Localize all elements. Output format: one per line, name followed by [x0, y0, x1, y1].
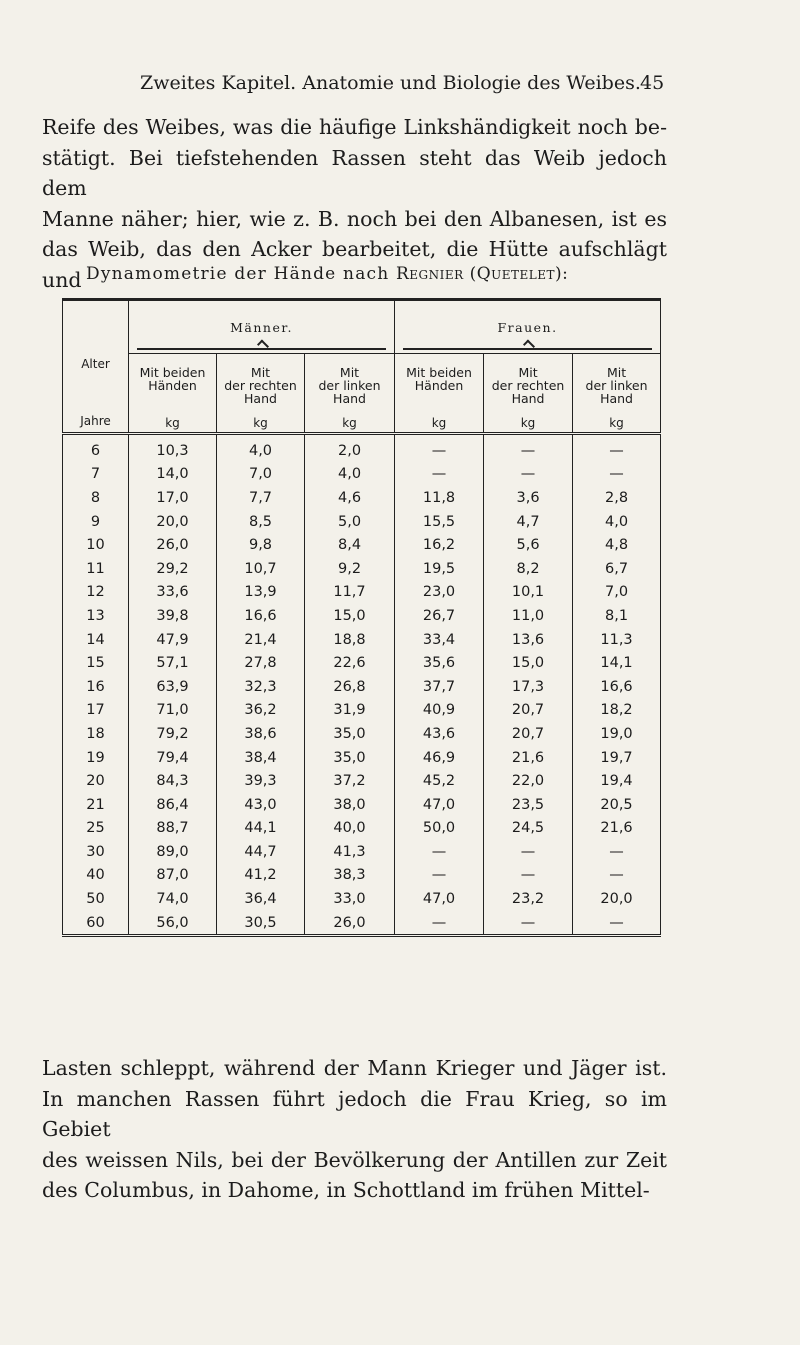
- value-cell: 19,7: [573, 746, 661, 770]
- value-cell: 2,0: [305, 434, 395, 463]
- value-cell: 19,4: [573, 769, 661, 793]
- value-cell: 15,0: [305, 604, 395, 628]
- value-cell: 3,6: [484, 486, 573, 510]
- text-line: Reife des Weibes, was die häufige Linkshändigkeit noch be-: [42, 115, 667, 139]
- column-header-line: Mit: [250, 365, 271, 380]
- table-row: [63, 604, 661, 628]
- age-cell: 7: [63, 463, 129, 487]
- value-cell: 7,0: [573, 581, 661, 605]
- value-cell: 17,0: [129, 486, 217, 510]
- dynamometry-table: [62, 298, 660, 937]
- value-cell: 44,7: [217, 840, 305, 864]
- column-header-line: Hand: [244, 391, 277, 406]
- value-cell: 21,6: [484, 746, 573, 770]
- table-row: [63, 864, 661, 888]
- value-cell: 11,3: [573, 628, 661, 652]
- value-cell: 47,9: [129, 628, 217, 652]
- value-cell: 22,6: [305, 651, 395, 675]
- table-row: [63, 793, 661, 817]
- value-cell: 9,2: [305, 557, 395, 581]
- value-cell: 7,7: [217, 486, 305, 510]
- column-header: [484, 354, 573, 434]
- table-row: [63, 463, 661, 487]
- value-cell: 38,0: [305, 793, 395, 817]
- value-cell: 13,6: [484, 628, 573, 652]
- value-cell: 38,6: [217, 722, 305, 746]
- value-cell: 9,8: [217, 533, 305, 557]
- caption-text: Dynamometrie der Hände nach: [86, 264, 396, 284]
- value-cell: 4,0: [305, 463, 395, 487]
- value-cell: —: [395, 864, 484, 888]
- value-cell: 38,4: [217, 746, 305, 770]
- value-cell: 26,0: [305, 911, 395, 936]
- value-cell: 15,5: [395, 510, 484, 534]
- value-cell: 47,0: [395, 793, 484, 817]
- value-cell: 5,0: [305, 510, 395, 534]
- value-cell: 26,7: [395, 604, 484, 628]
- value-cell: —: [573, 911, 661, 936]
- caption-author: Regnier (Quetelet):: [396, 264, 569, 284]
- value-cell: 45,2: [395, 769, 484, 793]
- table-row: [63, 699, 661, 723]
- value-cell: 23,2: [484, 887, 573, 911]
- column-header-line: Hand: [600, 391, 633, 406]
- column-header-line: Mit beiden: [139, 365, 206, 380]
- age-cell: 14: [63, 628, 129, 652]
- table-row: [63, 911, 661, 936]
- age-cell: 17: [63, 699, 129, 723]
- value-cell: —: [484, 840, 573, 864]
- value-cell: —: [484, 434, 573, 463]
- value-cell: 29,2: [129, 557, 217, 581]
- column-unit: kg: [342, 416, 357, 430]
- value-cell: 33,0: [305, 887, 395, 911]
- value-cell: 36,2: [217, 699, 305, 723]
- value-cell: 10,1: [484, 581, 573, 605]
- value-cell: 44,1: [217, 817, 305, 841]
- column-header-line: Mit beiden: [406, 365, 472, 380]
- value-cell: 20,0: [573, 887, 661, 911]
- column-header-line: der linken: [318, 378, 381, 393]
- value-cell: 36,4: [217, 887, 305, 911]
- table-row: [63, 486, 661, 510]
- value-cell: 13,9: [217, 581, 305, 605]
- value-cell: 16,6: [217, 604, 305, 628]
- value-cell: 32,3: [217, 675, 305, 699]
- value-cell: 10,3: [129, 434, 217, 463]
- table-row: [63, 840, 661, 864]
- value-cell: 35,0: [305, 722, 395, 746]
- group-header-men: [129, 300, 395, 354]
- value-cell: 4,0: [217, 434, 305, 463]
- value-cell: 23,0: [395, 581, 484, 605]
- value-cell: 20,5: [573, 793, 661, 817]
- value-cell: 21,6: [573, 817, 661, 841]
- value-cell: —: [395, 463, 484, 487]
- age-cell: 50: [63, 887, 129, 911]
- value-cell: 22,0: [484, 769, 573, 793]
- value-cell: 20,7: [484, 699, 573, 723]
- column-header-line: der rechten: [224, 378, 297, 393]
- value-cell: 43,6: [395, 722, 484, 746]
- column-header-line: Händen: [148, 378, 197, 393]
- value-cell: —: [395, 911, 484, 936]
- value-cell: 40,0: [305, 817, 395, 841]
- value-cell: —: [573, 434, 661, 463]
- age-header-label: Alter: [81, 357, 110, 371]
- value-cell: 79,2: [129, 722, 217, 746]
- value-cell: —: [395, 434, 484, 463]
- value-cell: 6,7: [573, 557, 661, 581]
- table-row: [63, 434, 661, 463]
- table-row: [63, 722, 661, 746]
- paragraph-bottom: [42, 1053, 667, 1206]
- column-header-line: Mit: [518, 365, 538, 380]
- column-unit: kg: [609, 416, 624, 430]
- value-cell: —: [573, 864, 661, 888]
- text-line: Manne näher; hier, wie z. B. noch bei den Albanesen, ist es: [42, 206, 667, 231]
- column-header-line: der linken: [585, 378, 648, 393]
- value-cell: 11,0: [484, 604, 573, 628]
- value-cell: 19,0: [573, 722, 661, 746]
- value-cell: 57,1: [129, 651, 217, 675]
- age-cell: 15: [63, 651, 129, 675]
- value-cell: 84,3: [129, 769, 217, 793]
- value-cell: 11,7: [305, 581, 395, 605]
- value-cell: —: [484, 864, 573, 888]
- value-cell: —: [395, 840, 484, 864]
- value-cell: 10,7: [217, 557, 305, 581]
- value-cell: 37,7: [395, 675, 484, 699]
- value-cell: 8,1: [573, 604, 661, 628]
- value-cell: 8,4: [305, 533, 395, 557]
- column-unit: kg: [520, 416, 536, 430]
- column-header-line: der rechten: [491, 378, 565, 393]
- value-cell: 4,7: [484, 510, 573, 534]
- text-line: In manchen Rassen führt jedoch die Frau Krieg, so im Gebiet: [42, 1086, 667, 1141]
- age-cell: 13: [63, 604, 129, 628]
- value-cell: —: [573, 463, 661, 487]
- value-cell: 15,0: [484, 651, 573, 675]
- value-cell: 47,0: [395, 887, 484, 911]
- age-cell: 30: [63, 840, 129, 864]
- value-cell: 7,0: [217, 463, 305, 487]
- value-cell: 88,7: [129, 817, 217, 841]
- age-cell: 9: [63, 510, 129, 534]
- value-cell: 18,8: [305, 628, 395, 652]
- value-cell: 20,0: [129, 510, 217, 534]
- value-cell: 5,6: [484, 533, 573, 557]
- value-cell: 46,9: [395, 746, 484, 770]
- brace-line: [137, 342, 386, 350]
- column-header-line: Mit: [339, 365, 360, 380]
- age-cell: 60: [63, 911, 129, 936]
- table-row: [63, 769, 661, 793]
- value-cell: 4,8: [573, 533, 661, 557]
- table-caption: [86, 264, 726, 284]
- column-header: [395, 354, 484, 434]
- value-cell: 89,0: [129, 840, 217, 864]
- value-cell: 41,3: [305, 840, 395, 864]
- age-cell: 18: [63, 722, 129, 746]
- text-line: das Weib, das den Acker bearbeitet, die Hütte aufschlägt und: [42, 237, 667, 292]
- value-cell: 26,0: [129, 533, 217, 557]
- value-cell: 35,0: [305, 746, 395, 770]
- value-cell: 38,3: [305, 864, 395, 888]
- age-cell: 21: [63, 793, 129, 817]
- table-row: [63, 628, 661, 652]
- group-label: Frauen.: [497, 319, 558, 335]
- age-cell: 40: [63, 864, 129, 888]
- age-cell: 11: [63, 557, 129, 581]
- text-line: stätigt. Bei tiefstehenden Rassen steht das Weib jedoch dem: [42, 145, 667, 200]
- value-cell: 17,3: [484, 675, 573, 699]
- value-cell: 8,2: [484, 557, 573, 581]
- value-cell: —: [484, 911, 573, 936]
- value-cell: 39,8: [129, 604, 217, 628]
- column-unit: kg: [431, 416, 447, 430]
- value-cell: 79,4: [129, 746, 217, 770]
- value-cell: 4,0: [573, 510, 661, 534]
- age-cell: 8: [63, 486, 129, 510]
- age-cell: 10: [63, 533, 129, 557]
- column-header: [129, 354, 217, 434]
- value-cell: 2,8: [573, 486, 661, 510]
- table-row: [63, 651, 661, 675]
- value-cell: 23,5: [484, 793, 573, 817]
- column-header: [573, 354, 661, 434]
- text-line: Lasten schleppt, während der Mann Krieger und Jäger ist.: [42, 1056, 667, 1080]
- value-cell: 16,2: [395, 533, 484, 557]
- text-line: des Columbus, in Dahome, in Schottland im frühen Mittel-: [42, 1178, 650, 1202]
- table-row: [63, 581, 661, 605]
- value-cell: 50,0: [395, 817, 484, 841]
- value-cell: 86,4: [129, 793, 217, 817]
- table-row: [63, 557, 661, 581]
- value-cell: 40,9: [395, 699, 484, 723]
- text-line: des weissen Nils, bei der Bevölkerung der Antillen zur Zeit: [42, 1147, 667, 1172]
- group-header-women: [395, 300, 661, 354]
- value-cell: 20,7: [484, 722, 573, 746]
- value-cell: 37,2: [305, 769, 395, 793]
- table-row: [63, 510, 661, 534]
- table-row: [63, 746, 661, 770]
- value-cell: 87,0: [129, 864, 217, 888]
- age-cell: 20: [63, 769, 129, 793]
- value-cell: 33,4: [395, 628, 484, 652]
- group-label: Männer.: [230, 319, 293, 335]
- chapter-title: Zweites Kapitel. Anatomie und Biologie des Weibes.: [140, 72, 641, 94]
- column-header-line: Mit: [606, 365, 627, 380]
- age-header: [63, 300, 129, 434]
- age-cell: 16: [63, 675, 129, 699]
- age-header-unit: Jahre: [80, 414, 111, 428]
- value-cell: 14,1: [573, 651, 661, 675]
- value-cell: 39,3: [217, 769, 305, 793]
- age-cell: 6: [63, 434, 129, 463]
- value-cell: 35,6: [395, 651, 484, 675]
- value-cell: 26,8: [305, 675, 395, 699]
- value-cell: 41,2: [217, 864, 305, 888]
- value-cell: 30,5: [217, 911, 305, 936]
- value-cell: 14,0: [129, 463, 217, 487]
- table-row: [63, 817, 661, 841]
- value-cell: —: [573, 840, 661, 864]
- page-number: 45: [640, 72, 665, 94]
- age-cell: 19: [63, 746, 129, 770]
- value-cell: 18,2: [573, 699, 661, 723]
- value-cell: 27,8: [217, 651, 305, 675]
- value-cell: 11,8: [395, 486, 484, 510]
- value-cell: 4,6: [305, 486, 395, 510]
- value-cell: 74,0: [129, 887, 217, 911]
- age-cell: 25: [63, 817, 129, 841]
- column-header: [217, 354, 305, 434]
- brace-line: [403, 342, 652, 350]
- column-header-line: Hand: [333, 391, 366, 406]
- value-cell: 71,0: [129, 699, 217, 723]
- value-cell: 56,0: [129, 911, 217, 936]
- value-cell: 19,5: [395, 557, 484, 581]
- value-cell: 8,5: [217, 510, 305, 534]
- table-row: [63, 675, 661, 699]
- value-cell: 21,4: [217, 628, 305, 652]
- value-cell: 31,9: [305, 699, 395, 723]
- value-cell: 43,0: [217, 793, 305, 817]
- column-unit: kg: [253, 416, 268, 430]
- age-cell: 12: [63, 581, 129, 605]
- column-header-line: Händen: [414, 378, 464, 393]
- value-cell: 33,6: [129, 581, 217, 605]
- column-header: [305, 354, 395, 434]
- value-cell: 16,6: [573, 675, 661, 699]
- value-cell: 24,5: [484, 817, 573, 841]
- column-unit: kg: [165, 416, 180, 430]
- value-cell: 63,9: [129, 675, 217, 699]
- table-row: [63, 887, 661, 911]
- column-header-line: Hand: [511, 391, 545, 406]
- value-cell: —: [484, 463, 573, 487]
- table-row: [63, 533, 661, 557]
